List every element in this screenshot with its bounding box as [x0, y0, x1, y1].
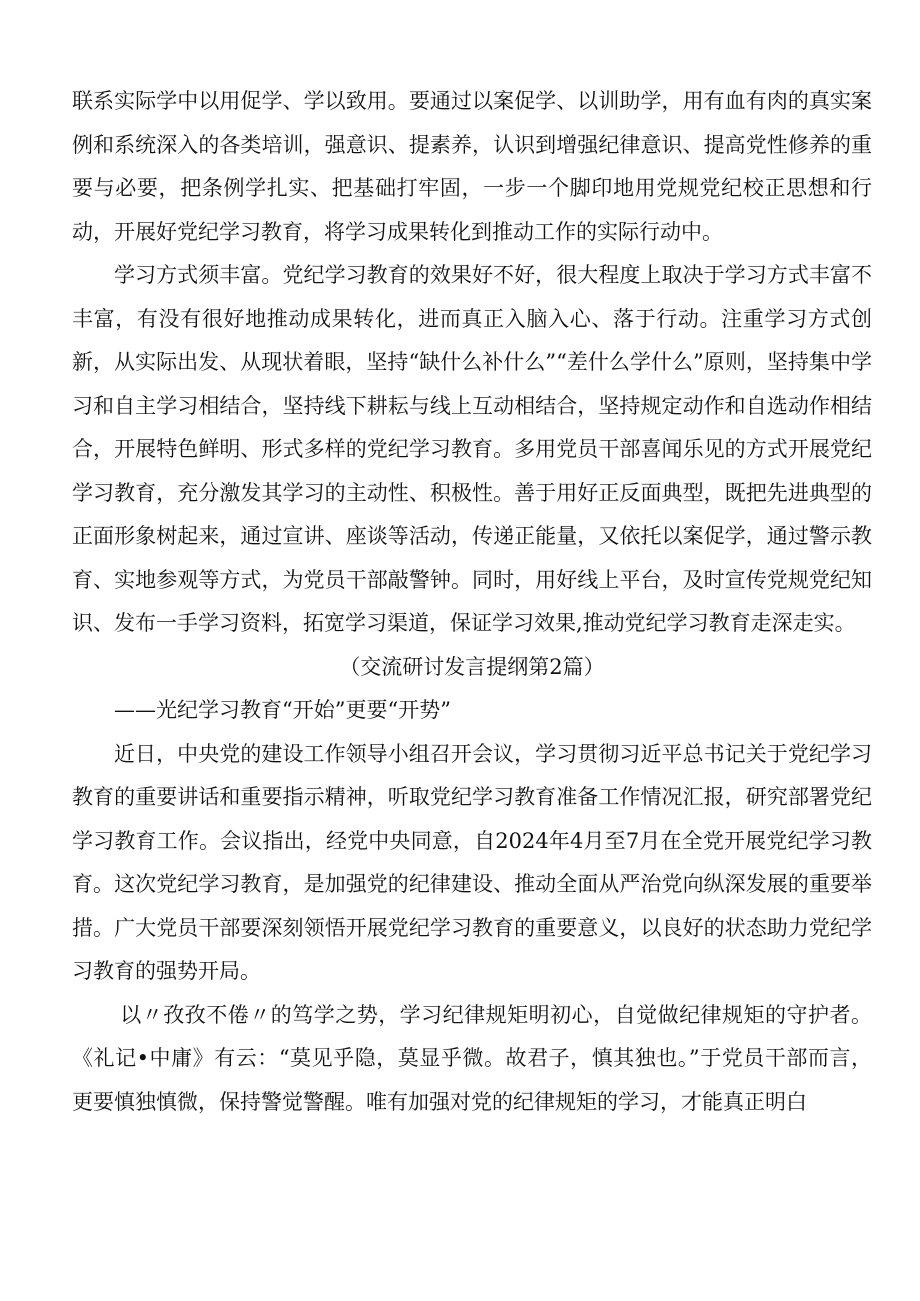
paragraph-meeting: 近日，中央党的建设工作领导小组召开会议，学习贯彻习近平总书记关于党纪学习教育的重要讲话和重要指示精神，听取党纪学习教育准备工作情况汇报，研究部署党纪学习教育工作。会议指出，经党中央同意，自2024年4月至7月在全党开展党纪学习教育。这次党纪学习教育，是加强党的纪律建设、推动全面从严治党向纵深发展的重要举措。广大党员干部要深刻领悟开展党纪学习教育的重要意义，以良好的状态助力党纪学习教育的强势开局。 — [72, 741, 872, 983]
paragraph-diligent-study: 以〃孜孜不倦〃的笃学之势，学习纪律规矩明初心，自觉做纪律规矩的守护者。《礼记•中庸》有云：“莫见乎隐，莫显乎微。故君子，慎其独也。”于党员干部而言，更要慎独慎微，保持警觉警醒。唯有加强对党的纪律规矩的学习，才能真正明白 — [72, 1002, 872, 1114]
paragraph-continuation: 联系实际学中以用促学、学以致用。要通过以案促学、以训助学，用有血有肉的真实案例和系统深入的各类培训，强意识、提素养，认识到增强纪律意识、提高党性修养的重要与必要，把条例学扎实、把基础打牢固，一步一个脚印地用党规党纪校正思想和行动，开展好党纪学习教育，将学习成果转化到推动工作的实际行动中。 — [72, 89, 872, 244]
section-heading: （交流研讨发言提纲第2篇） — [339, 654, 605, 679]
document-page — [72, 80, 872, 1124]
paragraph-learning-methods: 学习方式须丰富。党纪学习教育的效果好不好，很大程度上取决于学习方式丰富不丰富，有没有很好地推动成果转化，进而真正入脑入心、落于行动。注重学习方式创新，从实际出发、从现状着眼，坚持“缺什么补什么”“差什么学什么”原则，坚持集中学习和自主学习相结合，坚持线下耕耘与线上互动相结合，坚持规定动作和自选动作相结合，开展特色鲜明、形式多样的党纪学习教育。多用党员干部喜闻乐见的方式开展党纪学习教育，充分激发其学习的主动性、积极性。善于用好正反面典型，既把先进典型的正面形象树起来，通过宣讲、座谈等活动，传递正能量，又依托以案促学，通过警示教育、实地参观等方式，为党员干部敲警钟。同时，用好线上平台，及时宣传党规党纪知识、发布一手学习资料，拓宽学习渠道，保证学习效果,推动党纪学习教育走深走实。 — [72, 263, 872, 635]
section-subtitle: ——光纪学习教育“开始”更要“开势” — [114, 698, 451, 722]
